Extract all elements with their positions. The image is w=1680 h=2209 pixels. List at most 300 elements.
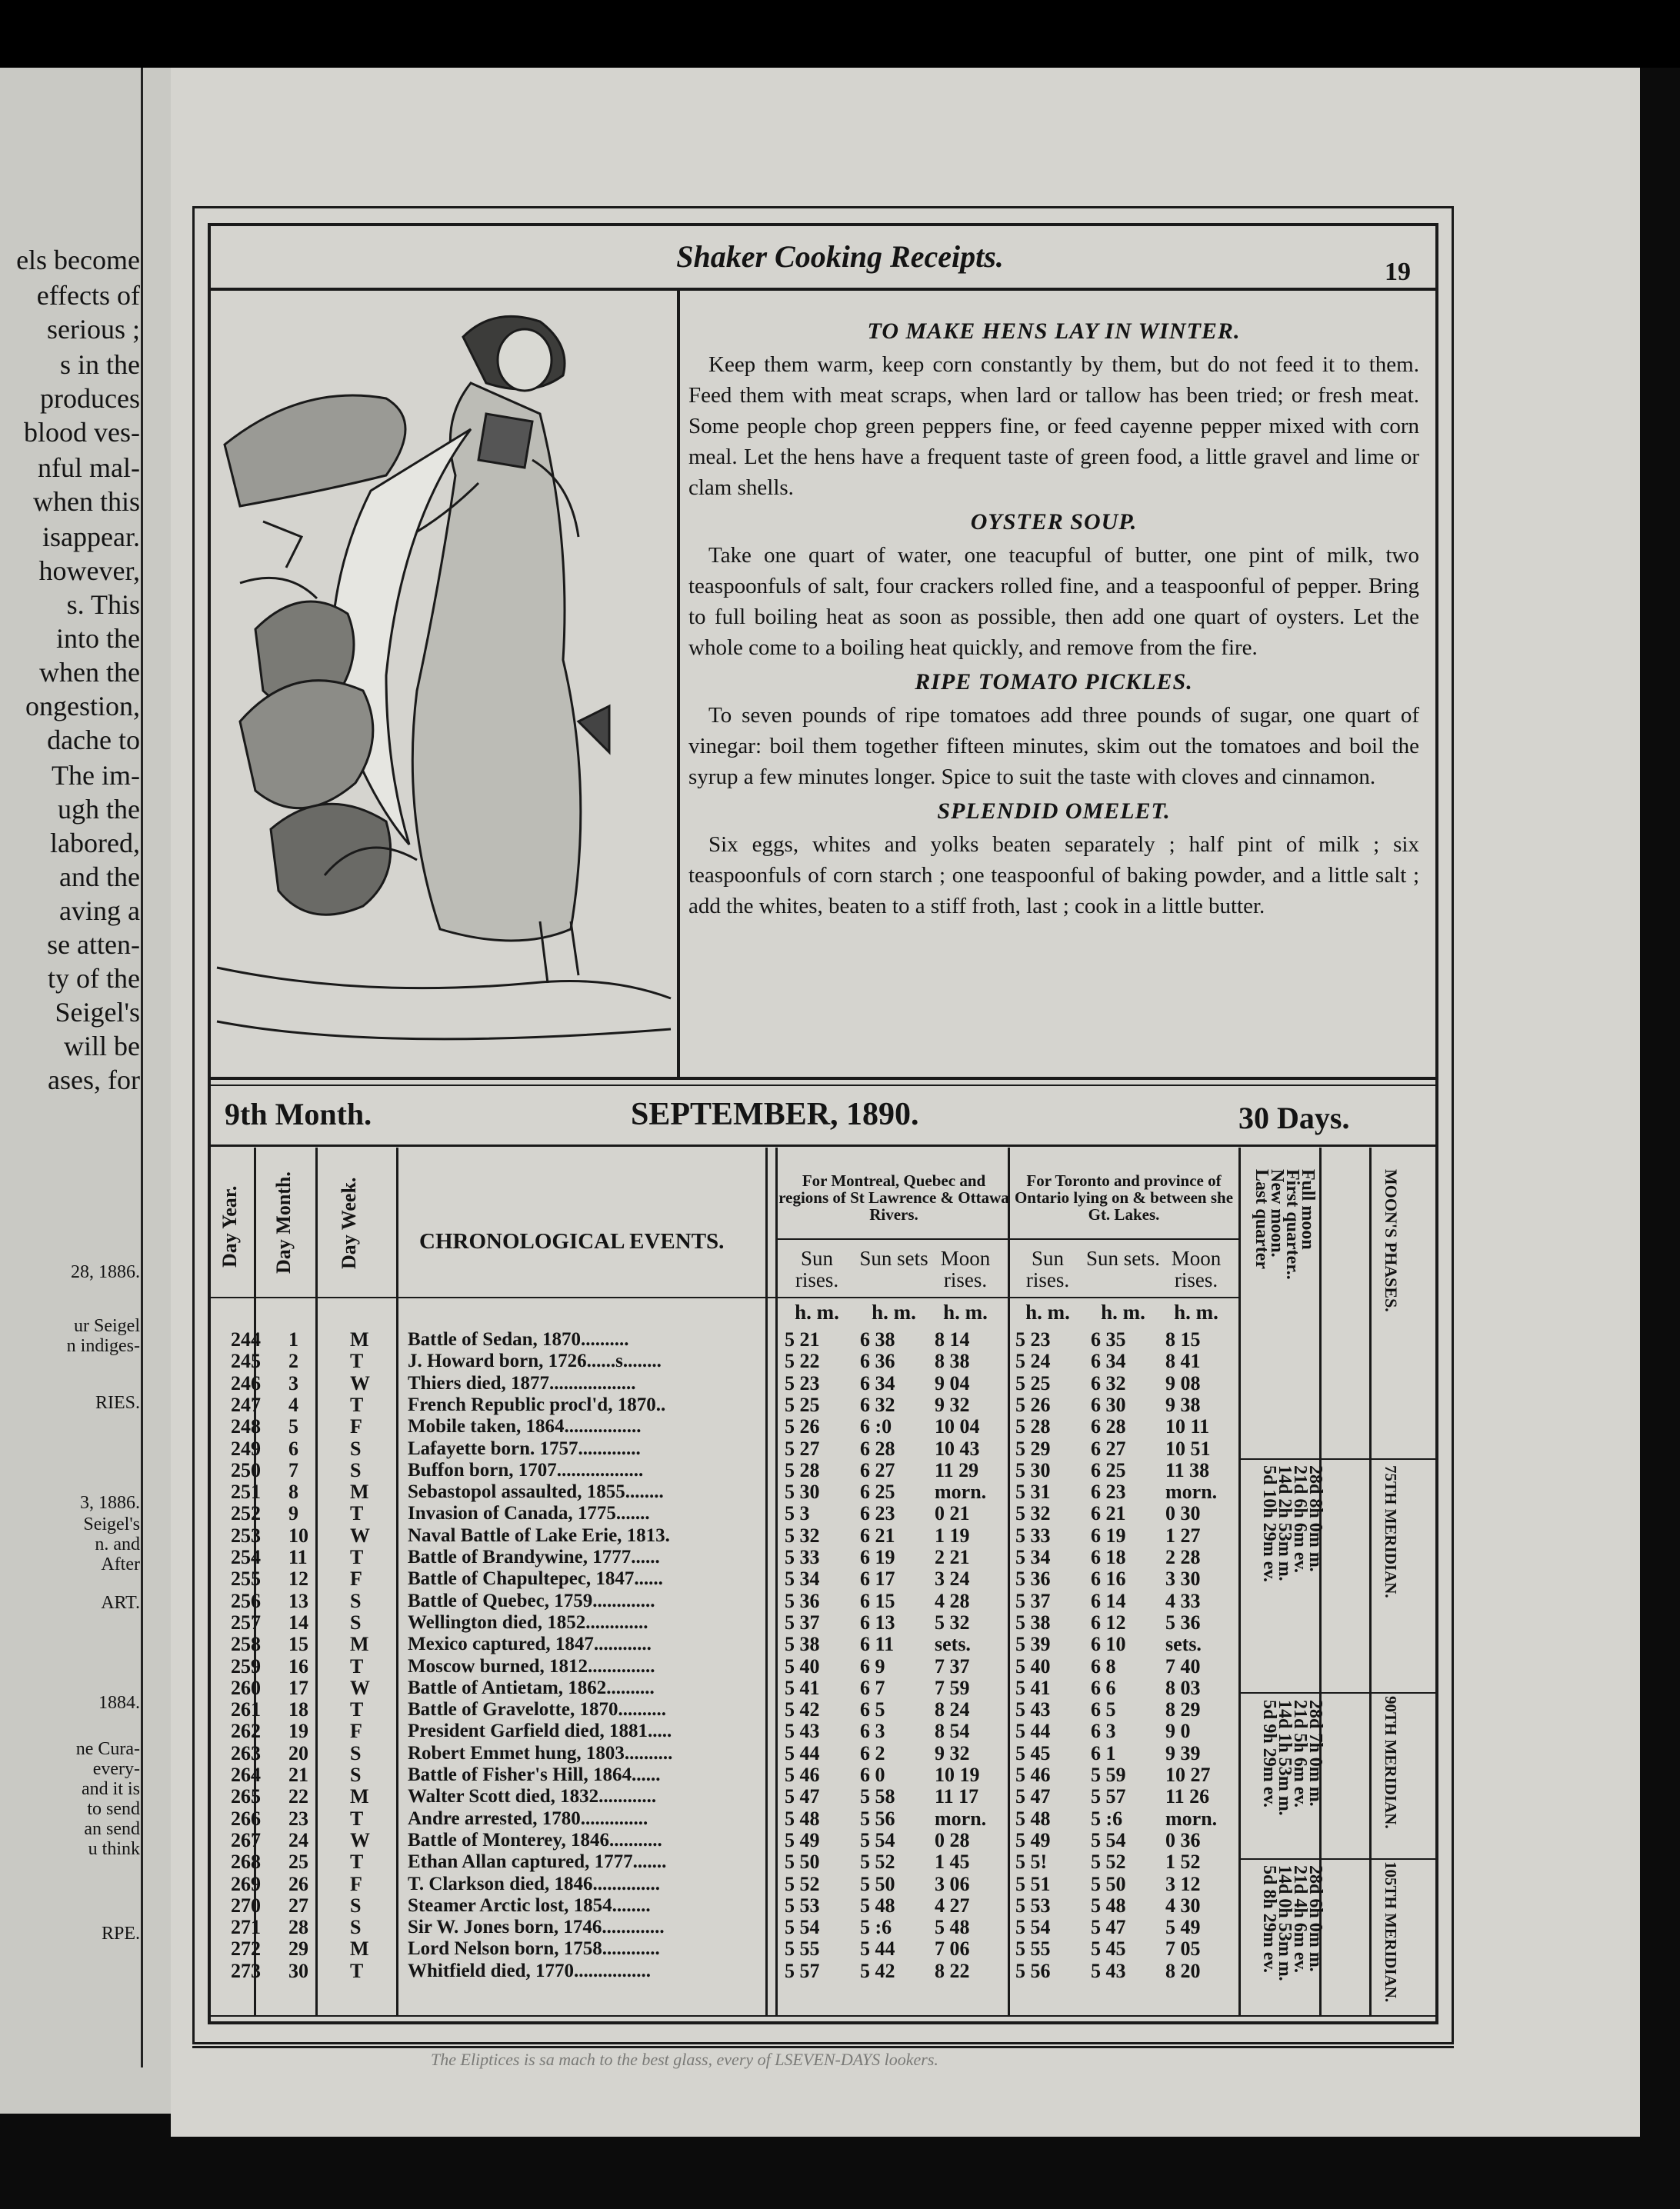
moonrise-toronto: 9 39 [1165,1741,1201,1764]
chronological-event: Sir W. Jones born, 1746............. [408,1917,665,1938]
left-page-line: u think [88,1839,140,1859]
day-of-week: S [350,1916,362,1939]
left-page-line: ases, for [48,1065,140,1095]
day-of-year: 246 [231,1371,261,1394]
left-page-line: and it is [82,1779,140,1799]
sunset-toronto: 5 48 [1091,1894,1126,1917]
moonrise-toronto: morn. [1165,1481,1218,1504]
sunrise-montreal: 5 3 [785,1502,810,1525]
day-of-year: 250 [231,1458,261,1481]
sunset-toronto: 5 50 [1091,1872,1126,1895]
sunset-montreal: 6 0 [860,1764,885,1786]
sunrise-montreal: 5 26 [785,1415,820,1438]
sunrise-montreal: 5 33 [785,1546,820,1568]
top-black-bar [0,0,1680,68]
sunrise-montreal: 5 37 [785,1611,820,1634]
calendar-rule-top [209,1077,1437,1080]
moonrise-toronto: 8 03 [1165,1676,1201,1699]
header-day-month: Day Month. [272,1171,295,1274]
chronological-event: Wellington died, 1852............. [408,1611,648,1633]
moonrise-montreal: morn. [935,1481,987,1504]
sunrise-toronto: 5 5! [1015,1851,1048,1874]
moonrise-toronto: 8 15 [1165,1328,1201,1351]
recipe-title: TO MAKE HENS LAY IN WINTER. [867,318,1241,344]
moonrise-montreal: 9 32 [935,1741,970,1764]
day-of-week: S [350,1437,362,1460]
left-page-line: to send [87,1799,140,1819]
moonrise-toronto: 1 52 [1165,1851,1201,1874]
sunrise-toronto: 5 53 [1015,1894,1051,1917]
sunset-toronto: 5 59 [1091,1764,1126,1786]
sunset-toronto: 6 12 [1091,1611,1126,1634]
header-day-week: Day Week. [338,1177,360,1269]
chronological-event: Battle of Chapultepec, 1847...... [408,1568,663,1590]
day-of-week: T [350,1654,364,1678]
moon-phase-time: 21d 5h 6m ev. [1290,1700,1310,1808]
sunset-toronto: 6 28 [1091,1415,1126,1438]
left-page-line: an send [84,1819,140,1839]
left-page-line: RIES. [95,1393,140,1413]
left-page-line: however, [38,555,140,586]
day-of-month: 8 [288,1481,298,1504]
page-number: 19 [1385,258,1411,286]
chronological-event: Andre arrested, 1780.............. [408,1808,648,1829]
sunset-toronto: 6 16 [1091,1568,1126,1591]
day-of-month: 26 [288,1872,308,1895]
day-of-month: 16 [288,1654,308,1678]
sunset-montreal: 5 50 [860,1872,895,1895]
header-hm: h. m. [795,1301,839,1324]
sunrise-toronto: 5 43 [1015,1698,1051,1721]
left-page-line: ongestion, [25,691,140,721]
sunrise-toronto: 5 34 [1015,1546,1051,1568]
sunrise-toronto: 5 41 [1015,1676,1051,1699]
sunset-toronto: 6 3 [1091,1720,1116,1743]
header-hm: h. m. [1174,1301,1218,1324]
moonrise-montreal: 0 21 [935,1502,970,1525]
chronological-event: Whitfield died, 1770................ [408,1960,651,1981]
sunrise-toronto: 5 47 [1015,1785,1051,1808]
sunset-montreal: 6 25 [860,1481,895,1504]
left-page-line: will be [64,1031,140,1061]
sunset-toronto: 6 1 [1091,1741,1116,1764]
day-of-year: 251 [231,1481,261,1504]
chronological-event: Mexico captured, 1847............ [408,1634,652,1655]
left-page-line: labored, [50,828,140,858]
moonrise-toronto: 7 40 [1165,1654,1201,1678]
calendar-bottom-rule [209,2015,1437,2017]
sunrise-montreal: 5 22 [785,1350,820,1373]
sunrise-montreal: 5 34 [785,1568,820,1591]
day-of-month: 23 [288,1807,308,1830]
day-of-year: 270 [231,1894,261,1917]
sunrise-montreal: 5 41 [785,1676,820,1699]
day-of-year: 248 [231,1415,261,1438]
day-of-year: 272 [231,1937,261,1961]
sunrise-montreal: 5 32 [785,1524,820,1547]
moonrise-toronto: sets. [1165,1633,1202,1656]
footer-rule [192,2046,1454,2048]
moon-phase-time: 14d 2h 53m m. [1275,1465,1295,1581]
sunrise-toronto: 5 48 [1015,1807,1051,1830]
sunrise-montreal: 5 42 [785,1698,820,1721]
chronological-event: Battle of Gravelotte, 1870.......... [408,1699,667,1721]
day-of-month: 30 [288,1959,308,1982]
moonrise-montreal: 7 37 [935,1654,970,1678]
moonrise-montreal: 7 06 [935,1937,970,1961]
day-of-year: 259 [231,1654,261,1678]
sunset-toronto: 5 43 [1091,1959,1126,1982]
chronological-event: J. Howard born, 1726......s........ [408,1351,662,1372]
moons-phases-title: MOON'S PHASES. [1382,1169,1401,1312]
moonrise-montreal: 2 21 [935,1546,970,1568]
sunrise-montreal: 5 49 [785,1828,820,1851]
header-region-montreal: For Montreal, Quebec and regions of St Lawrence & Ottawa Rivers. [778,1171,1009,1224]
moonrise-toronto: 9 38 [1165,1393,1201,1416]
chronological-event: Battle of Fisher's Hill, 1864...... [408,1764,661,1785]
day-of-year: 261 [231,1698,261,1721]
left-page-line: s. This [66,589,140,620]
moonrise-montreal: 0 28 [935,1828,970,1851]
moonrise-montreal: 5 32 [935,1611,970,1634]
month-number: 9th Month. [225,1097,372,1131]
page-title: Shaker Cooking Receipts. [676,239,1004,274]
day-of-week: T [350,1350,364,1373]
day-of-month: 28 [288,1916,308,1939]
moonrise-toronto: 10 27 [1165,1764,1211,1786]
sunset-toronto: 6 21 [1091,1502,1126,1525]
moonrise-montreal: 8 24 [935,1698,970,1721]
chronological-event: Ethan Allan captured, 1777....... [408,1851,667,1873]
day-of-month: 15 [288,1633,308,1656]
moonrise-toronto: 3 30 [1165,1568,1201,1591]
day-of-year: 267 [231,1828,261,1851]
header-header-sun-sets-b: Sun sets. [1085,1247,1161,1270]
day-of-month: 27 [288,1894,308,1917]
moon-phase-time: 14d 1h 53m m. [1275,1700,1295,1816]
day-of-year: 245 [231,1350,261,1373]
sunset-montreal: 6 5 [860,1698,885,1721]
footer-faint-text: The Eliptices is sa mach to the best glass, every of LSEVEN-DAYS lookers. [431,2050,938,2069]
sunrise-toronto: 5 26 [1015,1393,1051,1416]
left-page-line: ugh the [58,794,140,825]
left-page-line: els become [16,245,140,275]
day-of-week: T [350,1851,364,1874]
sunset-montreal: 6 23 [860,1502,895,1525]
day-of-month: 10 [288,1524,308,1547]
left-page-line: s in the [60,349,140,380]
left-page-line: n indiges- [66,1336,140,1356]
left-page-line: aving a [59,895,140,926]
moon-phase-time: 28d 8h 0m m. [1305,1465,1325,1572]
day-of-month: 1 [288,1328,298,1351]
day-of-week: W [350,1371,370,1394]
day-of-month: 11 [288,1546,308,1568]
sunset-montreal: 6 19 [860,1546,895,1568]
sunset-montreal: 5 54 [860,1828,895,1851]
moonrise-toronto: 10 51 [1165,1437,1211,1460]
left-page-line: every- [92,1759,140,1779]
left-page-line: 1884. [98,1693,140,1713]
sunrise-montreal: 5 47 [785,1785,820,1808]
sunrise-toronto: 5 51 [1015,1872,1051,1895]
moonrise-montreal: 10 43 [935,1437,980,1460]
moonrise-montreal: 1 19 [935,1524,970,1547]
sunset-toronto: 6 35 [1091,1328,1126,1351]
moonrise-toronto: 9 08 [1165,1371,1201,1394]
sunset-toronto: 6 5 [1091,1698,1116,1721]
moonrise-montreal: 8 22 [935,1959,970,1982]
day-of-year: 244 [231,1328,261,1351]
left-page-line: ur Seigel [74,1316,140,1336]
month-days: 30 Days. [1238,1101,1350,1135]
calendar-rule-top-thin [209,1085,1437,1086]
sunrise-montreal: 5 50 [785,1851,820,1874]
day-of-year: 265 [231,1785,261,1808]
left-page-line: produces [40,383,140,414]
sunrise-montreal: 5 53 [785,1894,820,1917]
day-of-year: 252 [231,1502,261,1525]
moonrise-montreal: 4 28 [935,1589,970,1612]
sunrise-montreal: 5 48 [785,1807,820,1830]
sunset-toronto: 6 23 [1091,1481,1126,1504]
calendar-units-rule [209,1297,1238,1298]
chronological-event: Mobile taken, 1864................ [408,1416,642,1438]
sunrise-montreal: 5 38 [785,1633,820,1656]
sunrise-montreal: 5 55 [785,1937,820,1961]
day-of-week: M [350,1481,369,1504]
sunset-toronto: 5 :6 [1091,1807,1123,1830]
recipe-body: Keep them warm, keep corn constantly by them, but do not feed it to them. Feed them with meat scraps, when lard or tallow has been tried; or fresh meat. Some people chop green peppers fine, or feed cayenne pepper mixed with corn meal. Let the hens have a frequent taste of green food, a little gravel and lime or clam shells. [688,352,1419,500]
moon-phase-time: 28d 6h 0m m. [1305,1865,1325,1972]
chronological-event: Battle of Quebec, 1759............. [408,1590,655,1611]
sunrise-montreal: 5 27 [785,1437,820,1460]
sunset-toronto: 6 18 [1091,1546,1126,1568]
recipe-body: Six eggs, whites and yolks beaten separately ; half pint of milk ; six teaspoonfuls of corn starch ; one teaspoonful of baking powder, and a little salt ; add the whites, beaten to a stiff froth, last ; cook in a little butter. [688,832,1419,918]
chronological-event: Robert Emmet hung, 1803.......... [408,1742,673,1764]
moonrise-toronto: 1 27 [1165,1524,1201,1547]
day-of-month: 17 [288,1676,308,1699]
sunset-montreal: 5 :6 [860,1916,892,1939]
sunset-montreal: 6 15 [860,1589,895,1612]
header-region-toronto: For Toronto and province of Ontario lying on & between she Gt. Lakes. [1014,1171,1234,1224]
chronological-event: Buffon born, 1707.................. [408,1459,644,1481]
left-page-line: RPE. [101,1924,140,1944]
day-of-week: F [350,1872,362,1895]
moonrise-montreal: 11 29 [935,1458,979,1481]
moonrise-montreal: 3 06 [935,1872,970,1895]
sunrise-toronto: 5 39 [1015,1633,1051,1656]
recipes-column [688,315,1419,928]
sunset-toronto: 6 34 [1091,1350,1126,1373]
left-page-line: and the [59,861,140,892]
chronological-event: Walter Scott died, 1832............ [408,1786,657,1808]
moonrise-montreal: 8 38 [935,1350,970,1373]
sunset-montreal: 5 56 [860,1807,895,1830]
sunset-toronto: 6 25 [1091,1458,1126,1481]
sunrise-toronto: 5 40 [1015,1654,1051,1678]
moonrise-montreal: 9 32 [935,1393,970,1416]
moonrise-montreal: morn. [935,1807,987,1830]
moonrise-toronto: 8 29 [1165,1698,1201,1721]
moonrise-montreal: 11 17 [935,1785,979,1808]
header-header-moon-rises-a: Moon rises. [940,1247,991,1291]
day-of-year: 271 [231,1916,261,1939]
day-of-year: 249 [231,1437,261,1460]
sunrise-montreal: 5 43 [785,1720,820,1743]
day-of-week: T [350,1546,364,1568]
calendar-header-rule [209,1144,1437,1147]
chronological-event: Battle of Antietam, 1862.......... [408,1677,655,1698]
moonrise-toronto: 4 30 [1165,1894,1201,1917]
day-of-week: M [350,1328,369,1351]
day-of-week: T [350,1502,364,1525]
day-of-week: T [350,1959,364,1982]
header-events: CHRONOLOGICAL EVENTS. [419,1229,725,1254]
sunrise-toronto: 5 33 [1015,1524,1051,1547]
moonrise-toronto: 2 28 [1165,1546,1201,1568]
sunrise-toronto: 5 28 [1015,1415,1051,1438]
day-of-year: 255 [231,1568,261,1591]
day-of-year: 253 [231,1524,261,1547]
moonrise-toronto: 7 05 [1165,1937,1201,1961]
moonrise-toronto: 9 0 [1165,1720,1191,1743]
sunrise-montreal: 5 25 [785,1393,820,1416]
day-of-month: 2 [288,1350,298,1373]
moonrise-montreal: 10 19 [935,1764,980,1786]
sunrise-toronto: 5 37 [1015,1589,1051,1612]
day-of-month: 9 [288,1502,298,1525]
sunset-toronto: 6 14 [1091,1589,1126,1612]
sunset-toronto: 6 30 [1091,1393,1126,1416]
day-of-week: F [350,1415,362,1438]
left-page-line: serious ; [47,314,140,345]
day-of-year: 266 [231,1807,261,1830]
day-of-week: F [350,1568,362,1591]
day-of-year: 256 [231,1589,261,1612]
calendar-column-rule [775,1148,778,2015]
moon-phase-name: New moon. [1267,1169,1287,1258]
sunrise-toronto: 5 56 [1015,1959,1051,1982]
sunset-toronto: 6 32 [1091,1371,1126,1394]
sunrise-toronto: 5 36 [1015,1568,1051,1591]
left-page-line: ART. [101,1593,140,1613]
left-page-line: dache to [47,725,140,755]
header-header-sun-sets-a: Sun sets [859,1247,928,1270]
sunset-montreal: 6 3 [860,1720,885,1743]
left-page-line: The im- [52,760,140,791]
meridian-75-label: 75TH MERIDIAN. [1382,1465,1400,1598]
moonrise-toronto: 0 36 [1165,1828,1201,1851]
sunset-toronto: 5 54 [1091,1828,1126,1851]
day-of-year: 268 [231,1851,261,1874]
day-of-week: M [350,1633,369,1656]
day-of-week: T [350,1807,364,1830]
sunrise-montreal: 5 21 [785,1328,820,1351]
day-of-month: 6 [288,1437,298,1460]
illustration-divider [677,291,680,1077]
day-of-week: M [350,1937,369,1961]
sunrise-montreal: 5 28 [785,1458,820,1481]
left-page-line: ne Cura- [75,1739,140,1759]
day-of-week: S [350,1764,362,1786]
header-header-sun-rises-a: Sun rises. [795,1247,839,1291]
header-header-sun-rises-b: Sun rises. [1025,1247,1070,1291]
day-of-month: 7 [288,1458,298,1481]
sunrise-montreal: 5 57 [785,1959,820,1982]
sunrise-montreal: 5 46 [785,1764,820,1786]
day-of-month: 22 [288,1785,308,1808]
moonrise-toronto: 8 41 [1165,1350,1201,1373]
sunset-montreal: 6 9 [860,1654,885,1678]
header-hm: h. m. [1101,1301,1145,1324]
moonrise-montreal: 5 48 [935,1916,970,1939]
chronological-event: Moscow burned, 1812.............. [408,1655,655,1677]
left-page-line: blood ves- [24,417,140,448]
woman-with-geese-illustration [209,291,675,1075]
header-day-year: Day Year. [218,1185,241,1268]
sunset-montreal: 6 11 [860,1633,895,1656]
moon-phase-name: Last quarter [1252,1169,1272,1269]
sunset-montreal: 5 44 [860,1937,895,1961]
day-of-month: 29 [288,1937,308,1961]
day-of-month: 18 [288,1698,308,1721]
chronological-event: French Republic procl'd, 1870.. [408,1394,666,1415]
chronological-event: Steamer Arctic lost, 1854........ [408,1894,651,1916]
recipe-title: RIPE TOMATO PICKLES. [915,669,1193,695]
day-of-week: F [350,1720,362,1743]
day-of-year: 262 [231,1720,261,1743]
calendar-column-rule [396,1148,398,2015]
left-page-line: nful mal- [38,452,140,483]
sunrise-montreal: 5 52 [785,1872,820,1895]
day-of-year: 258 [231,1633,261,1656]
left-page-line: into the [56,623,140,654]
day-of-month: 3 [288,1371,298,1394]
moonrise-toronto: 11 26 [1165,1785,1210,1808]
moonrise-toronto: 11 38 [1165,1458,1210,1481]
moon-phase-time: 5d 10h 29m ev. [1259,1465,1279,1583]
sunset-montreal: 6 :0 [860,1415,892,1438]
moonrise-toronto: 5 36 [1165,1611,1201,1634]
sunset-montreal: 6 38 [860,1328,895,1351]
sunset-montreal: 6 32 [860,1393,895,1416]
sunrise-toronto: 5 45 [1015,1741,1051,1764]
sunset-toronto: 5 57 [1091,1785,1126,1808]
calendar-column-rule [315,1148,318,2015]
chronological-event: T. Clarkson died, 1846.............. [408,1873,661,1894]
day-of-week: S [350,1611,362,1634]
day-of-week: S [350,1458,362,1481]
sunrise-montreal: 5 44 [785,1741,820,1764]
left-page-line: n. and [95,1534,140,1554]
sunrise-toronto: 5 29 [1015,1437,1051,1460]
sunrise-montreal: 5 23 [785,1371,820,1394]
moonrise-toronto: 10 11 [1165,1415,1210,1438]
calendar-column-rule [1238,1148,1241,2015]
recipe-title: OYSTER SOUP. [970,509,1138,535]
moonrise-montreal: 8 14 [935,1328,970,1351]
sunrise-toronto: 5 24 [1015,1350,1051,1373]
sunrise-toronto: 5 55 [1015,1937,1051,1961]
moon-phase-time: 21d 6h 6m ev. [1290,1465,1310,1574]
recipe-body: To seven pounds of ripe tomatoes add three pounds of sugar, one quart of vinegar: boil them together fifteen minutes, skim out the tomatoes and boil the syrup a few minutes longer. Spice to suit the taste with cloves and cinnamon. [688,703,1419,789]
sunset-montreal: 6 2 [860,1741,885,1764]
sunset-toronto: 5 45 [1091,1937,1126,1961]
chronological-event: Naval Battle of Lake Erie, 1813. [408,1524,670,1546]
moonrise-toronto: 0 30 [1165,1502,1201,1525]
sunrise-toronto: 5 49 [1015,1828,1051,1851]
